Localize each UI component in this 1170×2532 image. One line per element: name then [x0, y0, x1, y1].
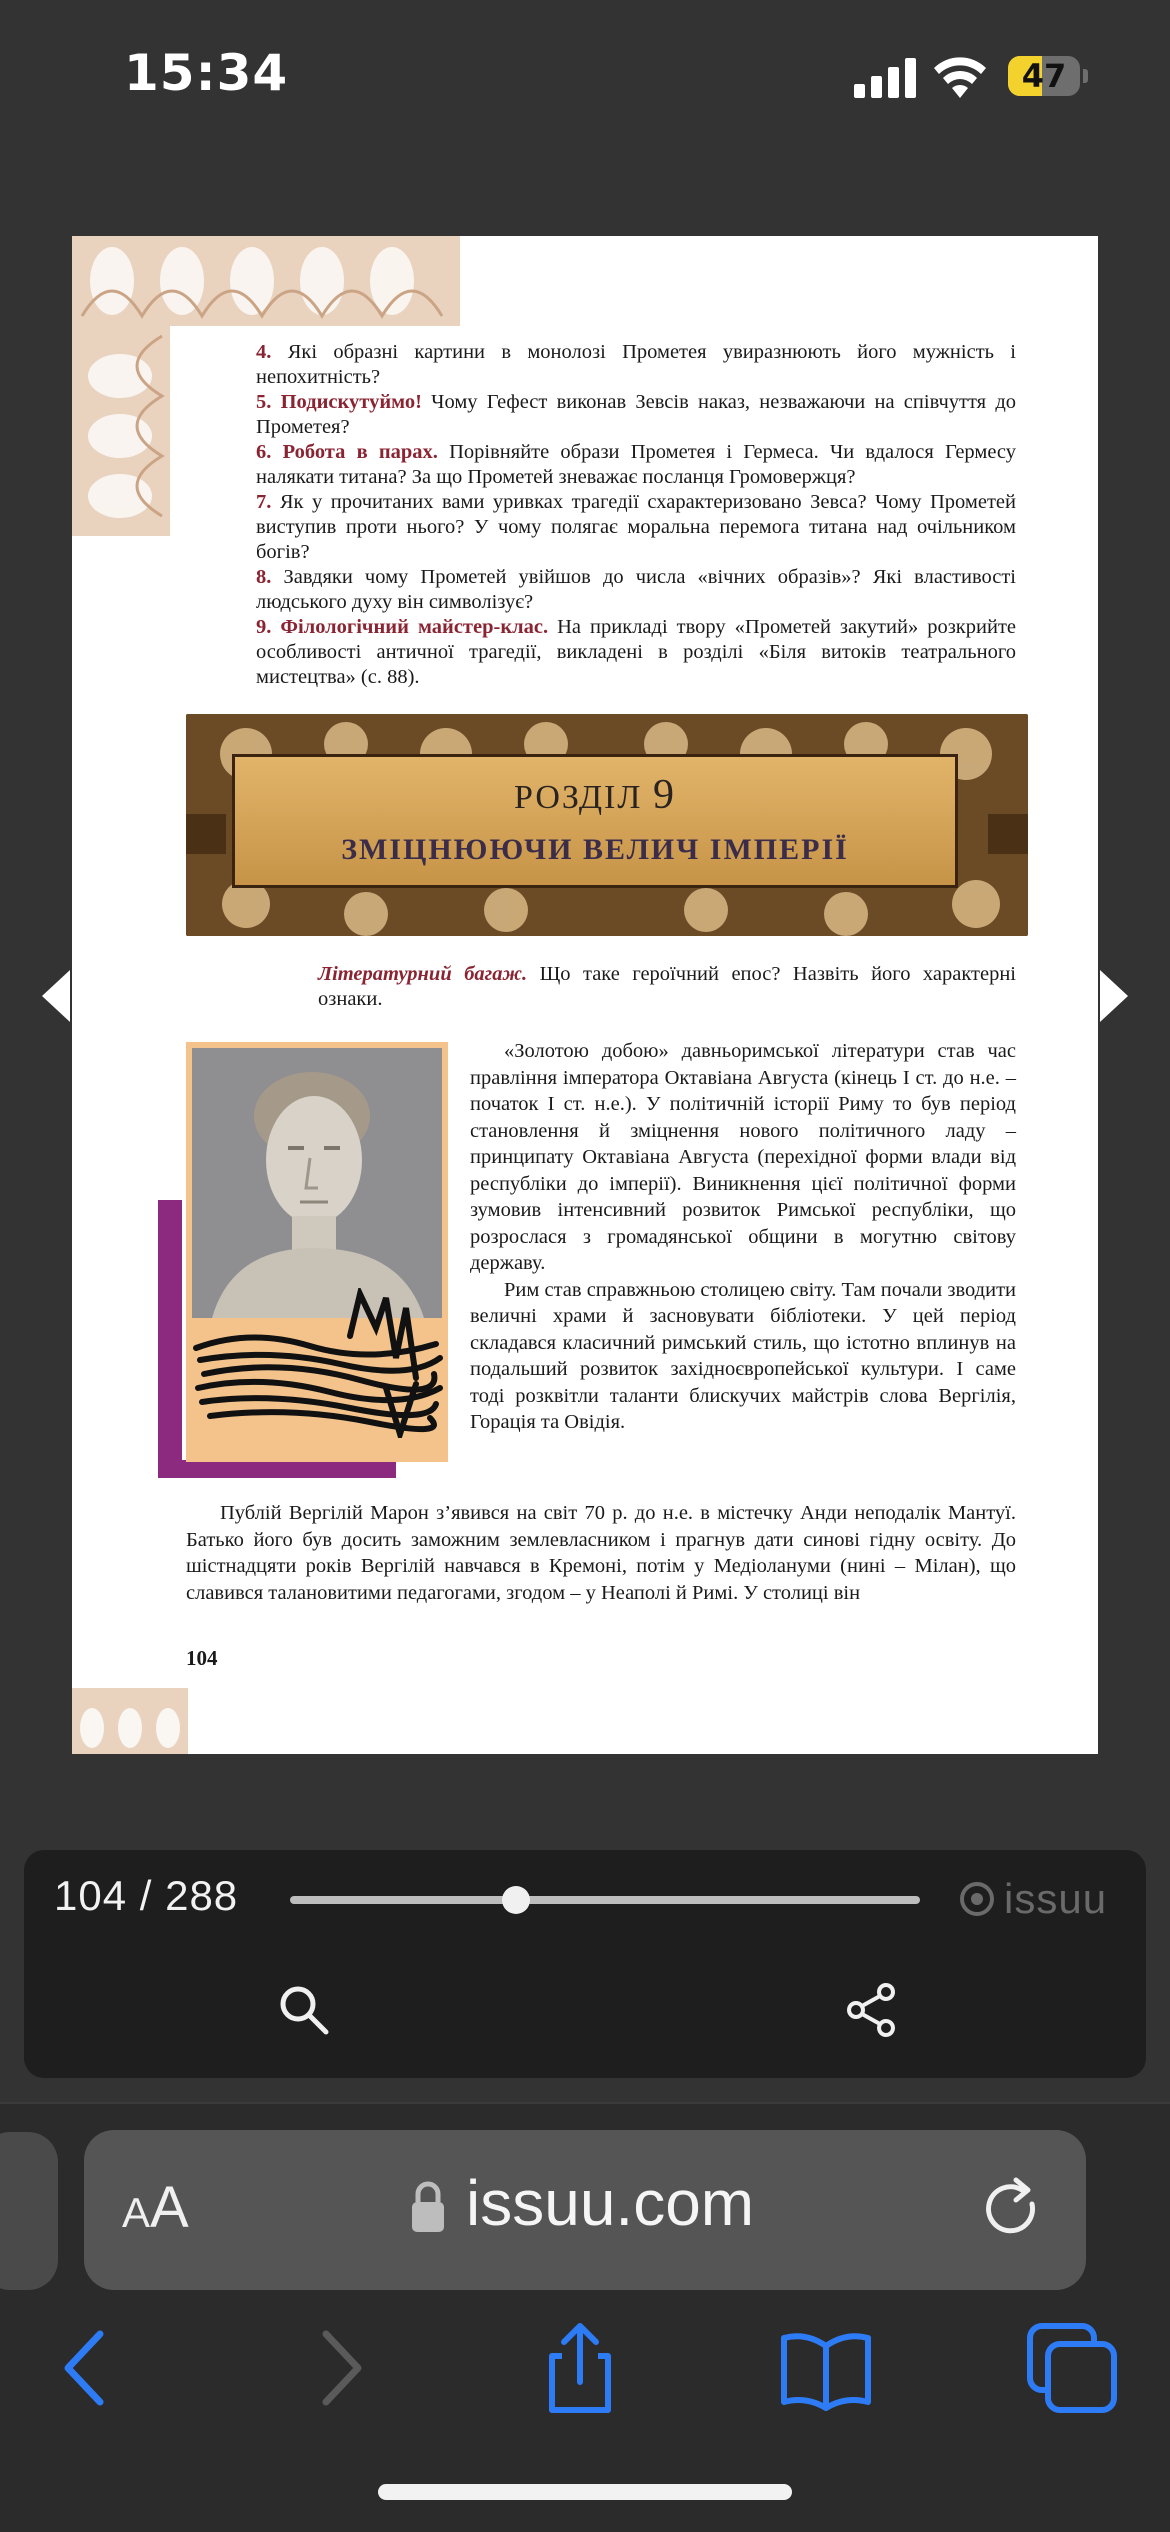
question-item: 9. Філологічний майстер-клас. На прикладі твору «Прометей закутий» розкрийте особливості античної трагедії, викладені в розділі «Біля витоків театрального мистецтва» (с. 88). [256, 616, 1017, 688]
share-icon[interactable] [842, 1980, 902, 2040]
cellular-signal-icon [854, 58, 916, 98]
url-text[interactable]: issuu.com [466, 2167, 755, 2239]
reload-icon[interactable] [978, 2174, 1048, 2244]
banner-title-plate [232, 754, 958, 888]
back-icon[interactable] [36, 2318, 136, 2418]
literary-baggage-text: Що таке героїчний епос? Назвіть його характерні ознаки. [318, 963, 1016, 1010]
paragraph-rome-capital: Рим став справжньою столицею світу. Там почали зводити величні храми й засновувати бібліотеки. У цей період складався класичний римський стиль, що істотно вплинув на подальший розвиток західноєвропейської культури. І саме тоді розквітли таланти блискучих майстрів слова Вергілія, Горація та Овідія. [470, 1278, 1016, 1433]
question-item: 6. Робота в парах. Порівняйте образи Прометея і Гермеса. Чи вдалося Гермесу налякати титана? За що Прометей зневажає посланця Громовержця? [256, 441, 1017, 488]
battery-level: 47 [1021, 57, 1067, 95]
bust-of-augustus-image [192, 1048, 442, 1318]
issuu-logo: issuu [960, 1872, 1130, 1926]
literary-baggage-label: Літературний багаж. [318, 963, 528, 985]
status-bar [0, 0, 1170, 150]
battery-indicator [1008, 56, 1088, 96]
paragraph-vergil: Публій Вергілій Марон з’явився на світ 70 р. до н.е. в містечку Анди неподалік Мантуї. Батько його був досить заможним землевласником і прагнув дати синові гідну освіту. До шістнадцяти років Вергілій навчався в Кремоні, потім у Медіолануми (нині – Мілан), що славився талановитими педагогами, згодом – у Неаполі й Римі. У столиці він [186, 1502, 1016, 1604]
page-slider-track[interactable] [290, 1896, 920, 1904]
question-item: 8. Завдяки чому Прометей увійшов до числа «вічних образів»? Які властивості людського духу він символізує? [256, 566, 1016, 613]
tabs-icon[interactable] [1022, 2318, 1122, 2418]
question-item: 5. Подискутуймо! Чому Гефест виконав Зевсів наказ, незважаючи на співчуття до Прометея? [256, 391, 1017, 438]
scribbled-caption [190, 1288, 446, 1438]
issuu-logo-icon [960, 1882, 994, 1916]
questions-list [256, 340, 1016, 690]
literary-baggage-question [318, 962, 1016, 1012]
status-time: 15:34 [124, 44, 289, 102]
text-size-button[interactable]: AA [122, 2175, 189, 2240]
portrait-figure [158, 1042, 448, 1478]
page-slider-thumb[interactable] [502, 1886, 530, 1914]
page-number: 104 [186, 1646, 218, 1670]
forward-icon[interactable] [290, 2318, 390, 2418]
next-page-arrow-icon[interactable] [1094, 966, 1134, 1026]
section-banner [186, 714, 1028, 936]
section-title: ЗМІЦНЮЮЧИ ВЕЛИЧ ІМПЕРІЇ [341, 833, 849, 866]
book-page [72, 236, 1098, 1754]
previous-page-arrow-icon[interactable] [36, 966, 76, 1026]
previous-tab-peek[interactable] [0, 2132, 58, 2290]
paragraph-golden-age: «Золотою добою» давньоримської літератури став час правління імператора Октавіана Августа (кінець І ст. до н.е. – початок І ст. н.е.). У політичній історії Риму то був період становлення й зміцнення нового політичного ладу – принципату Октавіана Августа (перехідної форми влади від республіки до імперії). Виникнення цієї політичної форми зумовив інтенсивний розвиток Римської республіки, що розрослася з громадянської общини в могутню світову державу. [470, 1040, 1016, 1274]
browser-bottom-bar [0, 2102, 1170, 2532]
address-bar[interactable] [84, 2130, 1086, 2290]
share-icon[interactable] [530, 2318, 630, 2418]
wifi-icon [932, 54, 988, 98]
home-indicator [378, 2484, 792, 2500]
page-counter: 104 / 288 [54, 1872, 239, 1919]
reader-toolbar [24, 1850, 1146, 2078]
bookmarks-icon[interactable] [776, 2318, 876, 2418]
lock-icon [410, 2178, 446, 2234]
question-item: 7. Як у прочитаних вами уривках трагедії схарактеризовано Зевса? Чому Прометей виступив проти нього? У чому полягає моральна перемога титана над очільником богів? [256, 491, 1016, 563]
page-ornament-bottom [72, 1688, 188, 1754]
section-heading: РОЗДІЛ 9 [514, 772, 676, 818]
question-item: 4. Які образні картини в монолозі Прометея увиразнюють його мужність і непохитність? [256, 341, 1017, 388]
search-icon[interactable] [274, 1980, 334, 2040]
intro-paragraphs [470, 1038, 1016, 1436]
